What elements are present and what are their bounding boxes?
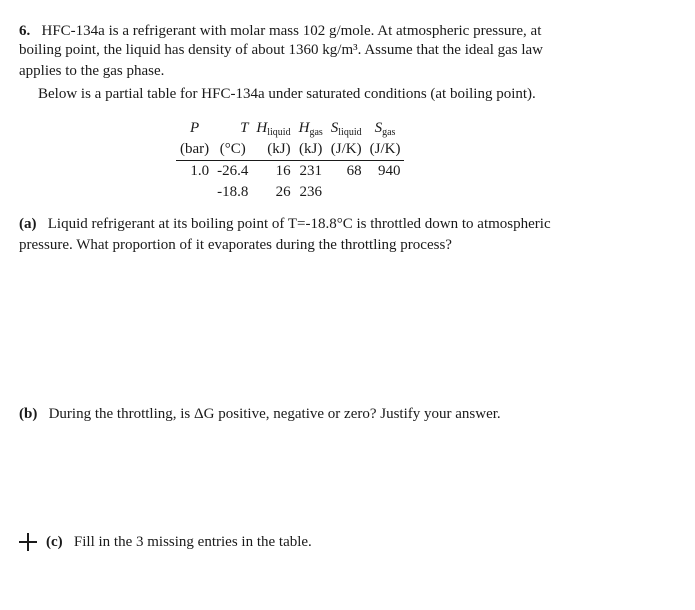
cell-pressure: 1.0 — [190, 163, 210, 179]
intro-line-2: boiling point, the liquid has density of about 1360 kg/m³. Assume that the ideal gas law — [19, 42, 544, 58]
cell-s-gas — [366, 182, 405, 203]
table-header-row — [176, 118, 404, 139]
unit-cell: (J/K) — [327, 139, 366, 161]
part-b — [19, 406, 501, 423]
unit-cell: (°C) — [213, 139, 252, 161]
cell-h-gas: 231 — [299, 163, 322, 179]
problem-number: 6. — [19, 23, 31, 39]
cell-h-liquid: 16 — [275, 163, 291, 179]
saturation-table — [176, 118, 404, 203]
part-c-text: Fill in the 3 missing entries in the table. — [73, 534, 312, 550]
cell-h-gas: 236 — [299, 184, 322, 200]
part-b-text: During the throttling, is ΔG positive, negative or zero? Justify your answer. — [48, 406, 501, 422]
header-pressure: P — [189, 120, 200, 136]
cell-temperature: -18.8 — [217, 184, 249, 200]
part-b-label: (b) — [19, 406, 38, 422]
header-h-gas: $H_{gas}$ — [298, 120, 323, 138]
header-s-liquid: $S_{liquid}$ — [330, 120, 362, 138]
table-row — [176, 182, 404, 203]
header-s-gas: $S_{gas}$ — [374, 120, 396, 138]
cell-s-gas: 940 — [377, 163, 401, 179]
problem-intro — [19, 21, 644, 42]
header-temperature: T — [240, 120, 249, 136]
table-row — [176, 161, 404, 183]
unit-cell: (kJ) — [252, 139, 294, 161]
table-units-row — [176, 139, 404, 161]
cell-s-liquid — [327, 182, 366, 203]
unit-cell: (kJ) — [295, 139, 327, 161]
part-c-label: (c) — [46, 534, 63, 550]
cell-pressure — [176, 182, 213, 203]
table-intro: Below is a partial table for HFC-134a under saturated conditions (at boiling point). — [38, 86, 536, 102]
part-a-label: (a) — [19, 216, 37, 232]
unit-cell: (J/K) — [366, 139, 405, 161]
intro-line-3: applies to the gas phase. — [19, 63, 165, 79]
cell-h-liquid: 26 — [275, 184, 291, 200]
part-a-line-2: pressure. What proportion of it evaporates during the throttling process? — [19, 237, 452, 253]
cell-temperature: -26.4 — [217, 163, 249, 179]
cell-s-liquid: 68 — [346, 163, 362, 179]
header-h-liquid: $H_{liquid}$ — [256, 120, 291, 138]
unit-cell: (bar) — [176, 139, 213, 161]
intro-line-1: HFC-134a is a refrigerant with molar mass 102 g/mole. At atmospheric pressure, at — [41, 23, 542, 39]
part-a — [19, 216, 551, 233]
plus-icon[interactable] — [19, 533, 37, 551]
part-c — [46, 534, 312, 551]
part-a-line-1: Liquid refrigerant at its boiling point of T=-18.8°C is throttled down to atmospheric — [47, 216, 551, 232]
